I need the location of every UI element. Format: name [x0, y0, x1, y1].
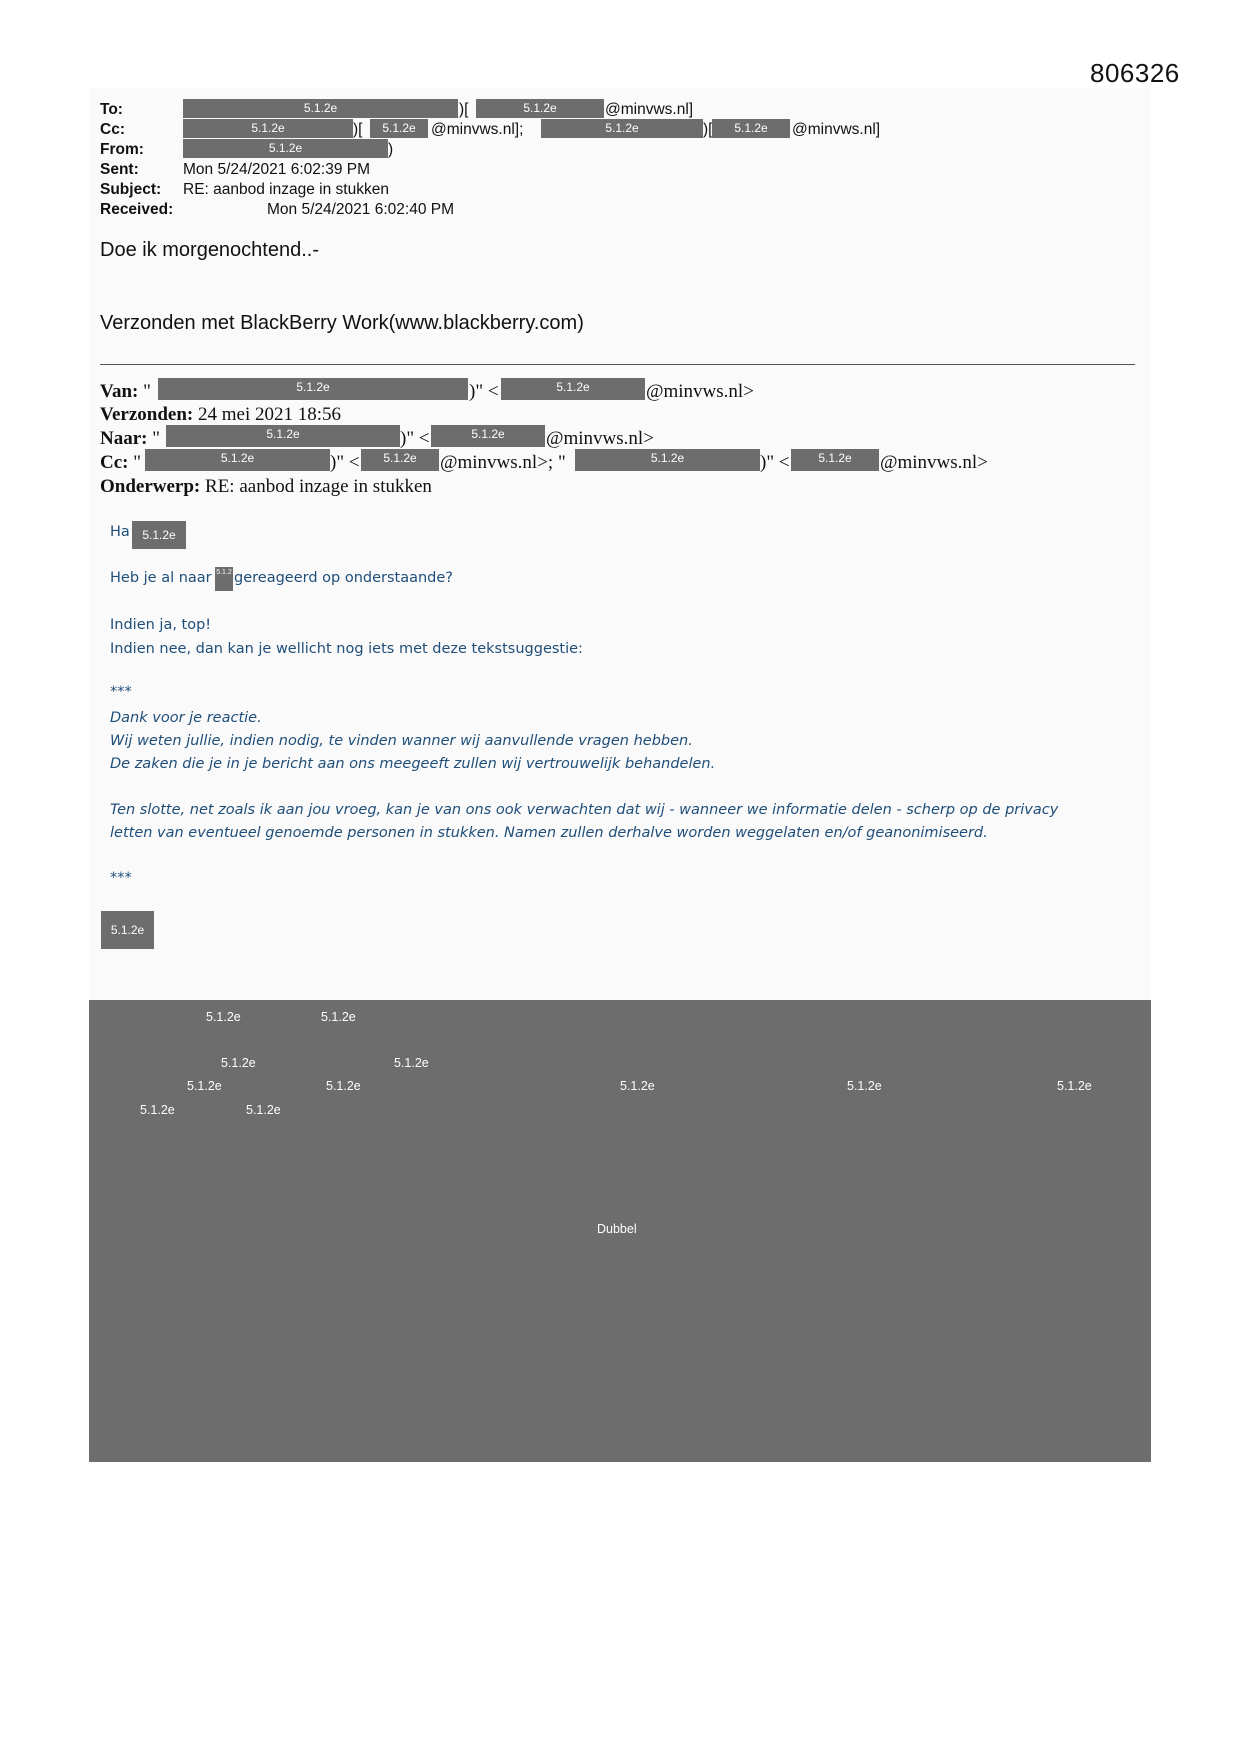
block-code-4: 5.1.2e: [394, 1056, 429, 1070]
quoted-cc-row: [100, 451, 141, 474]
italic-line-4: Ten slotte, net zoals ik aan jou vroeg, kan je van ons ook verwachten dat wij - wanneer we informatie delen - scherp op de privacy: [110, 802, 1059, 818]
to-redaction-1: 5.1.2e: [183, 99, 458, 118]
question-prefix: Heb je al naar: [110, 570, 212, 586]
to-redaction-2: 5.1.2e: [476, 99, 604, 118]
italic-line-3: De zaken die je in je bericht aan ons meegeeft zullen wij vertrouwelijk behandelen.: [110, 756, 716, 772]
block-code-3: 5.1.2e: [221, 1056, 256, 1070]
cc-quoted-label: Cc:: [100, 452, 129, 473]
cc-label: Cc:: [100, 121, 125, 138]
naar-open: ": [152, 428, 160, 449]
van-redaction-1: 5.1.2e: [158, 378, 468, 400]
from-close: ): [388, 141, 394, 158]
signature-redaction: 5.1.2e: [101, 911, 154, 949]
cc-domain-quoted-1: @minvws.nl>; ": [440, 452, 566, 473]
sent-label: Sent:: [100, 161, 139, 178]
reply-signature: Verzonden met BlackBerry Work(www.blackberry.com): [100, 312, 584, 334]
verzonden-value: 24 mei 2021 18:56: [198, 404, 342, 425]
quoted-naar-row: [100, 427, 160, 450]
italic-line-5: letten van eventueel genoemde personen in stukken. Namen zullen derhalve worden weggelaten en/of geanonimiseerd.: [110, 825, 988, 841]
from-label: From:: [100, 141, 144, 158]
cc-quoted-redaction-2: 5.1.2e: [361, 449, 439, 471]
van-redaction-2: 5.1.2e: [501, 378, 645, 400]
block-code-5: 5.1.2e: [187, 1079, 222, 1093]
stars-2: ***: [110, 870, 132, 886]
question-suffix: gereageerd op onderstaande?: [234, 570, 453, 586]
message-line-1: Indien ja, top!: [110, 617, 212, 633]
quoted-van-row: [100, 380, 151, 403]
to-separator: )[: [459, 101, 469, 118]
verzonden-label: Verzonden:: [100, 404, 194, 425]
cc-domain-2: @minvws.nl]: [792, 121, 881, 138]
cc-separator-2: )[: [703, 121, 713, 138]
greeting-redaction: 5.1.2e: [132, 521, 186, 549]
cc-open: ": [133, 452, 141, 473]
sent-value: Mon 5/24/2021 6:02:39 PM: [183, 161, 370, 178]
quoted-verzonden-row: [100, 403, 341, 426]
cc-redaction-1: 5.1.2e: [183, 119, 353, 138]
block-code-2: 5.1.2e: [321, 1010, 356, 1024]
block-code-8: 5.1.2e: [847, 1079, 882, 1093]
cc-redaction-4: 5.1.2e: [712, 119, 790, 138]
subject-label: Subject:: [100, 181, 162, 198]
naar-redaction-2: 5.1.2e: [431, 425, 545, 447]
van-mid: )" <: [469, 381, 499, 402]
cc-domain-1: @minvws.nl];: [431, 121, 524, 138]
document-number: 806326: [1090, 58, 1180, 88]
naar-domain: @minvws.nl>: [546, 428, 654, 449]
subject-value: RE: aanbod inzage in stukken: [183, 181, 389, 198]
cc-redaction-2: 5.1.2e: [370, 119, 428, 138]
italic-line-1: Dank voor je reactie.: [110, 710, 262, 726]
naar-mid: )" <: [400, 428, 430, 449]
to-domain: @minvws.nl]: [605, 101, 694, 118]
reply-line-1: Doe ik morgenochtend..-: [100, 239, 320, 261]
italic-line-2: Wij weten jullie, indien nodig, te vinden wanner wij aanvullende vragen hebben.: [110, 733, 693, 749]
block-code-10: 5.1.2e: [140, 1103, 175, 1117]
cc-quoted-redaction-4: 5.1.2e: [791, 449, 879, 471]
greeting: Ha: [110, 524, 130, 540]
block-code-7: 5.1.2e: [620, 1079, 655, 1093]
block-code-11: 5.1.2e: [246, 1103, 281, 1117]
van-domain: @minvws.nl>: [646, 381, 754, 402]
cc-separator-1: )[: [353, 121, 363, 138]
cc-redaction-3: 5.1.2e: [541, 119, 703, 138]
cc-mid-1: )" <: [330, 452, 360, 473]
block-code-9: 5.1.2e: [1057, 1079, 1092, 1093]
stars-1: ***: [110, 684, 132, 700]
onderwerp-label: Onderwerp:: [100, 476, 201, 497]
block-code-6: 5.1.2e: [326, 1079, 361, 1093]
van-label: Van:: [100, 381, 139, 402]
block-code-1: 5.1.2e: [206, 1010, 241, 1024]
naar-label: Naar:: [100, 428, 148, 449]
to-label: To:: [100, 101, 123, 118]
email-panel: [89, 88, 1151, 1002]
cc-mid-2: )" <: [760, 452, 790, 473]
quoted-onderwerp-row: [100, 475, 432, 498]
message-line-2: Indien nee, dan kan je wellicht nog iets met deze tekstsuggestie:: [110, 641, 583, 657]
cc-quoted-redaction-3: 5.1.2e: [575, 449, 760, 471]
van-open: ": [143, 381, 151, 402]
block-dubbel-label: Dubbel: [597, 1222, 637, 1236]
onderwerp-value: RE: aanbod inzage in stukken: [205, 476, 432, 497]
received-value: Mon 5/24/2021 6:02:40 PM: [267, 201, 454, 218]
cc-domain-quoted-2: @minvws.nl>: [880, 452, 988, 473]
question-redaction: 5.1.2: [215, 567, 233, 591]
from-redaction: 5.1.2e: [183, 139, 388, 158]
received-label: Received:: [100, 201, 174, 218]
naar-redaction-1: 5.1.2e: [166, 425, 400, 447]
divider: [100, 364, 1135, 365]
cc-quoted-redaction-1: 5.1.2e: [145, 449, 330, 471]
